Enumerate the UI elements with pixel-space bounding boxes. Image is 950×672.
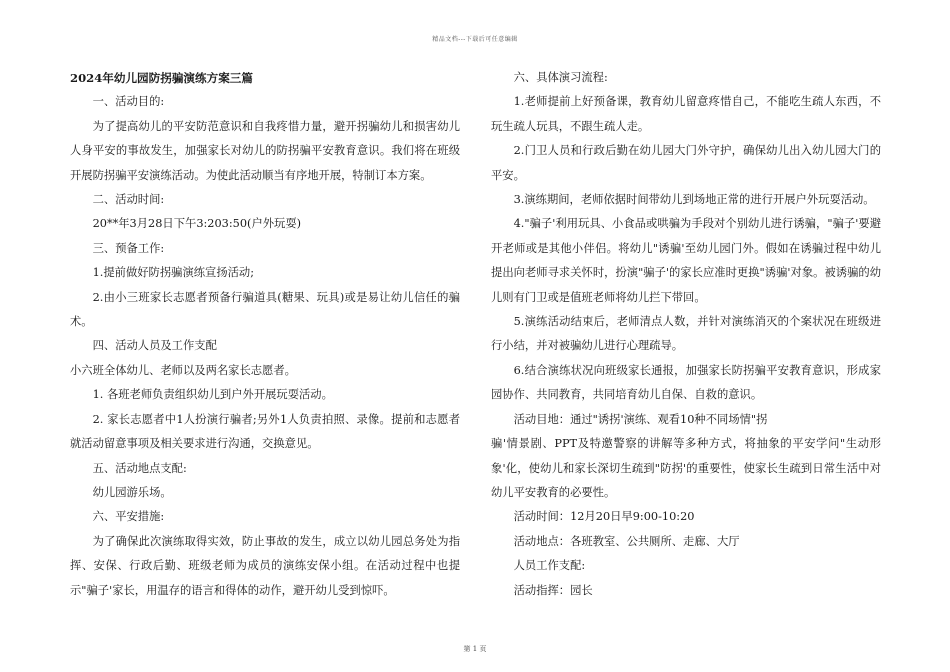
paragraph-location: 幼儿园游乐场。: [92, 485, 172, 499]
paragraph-safety: 为了确保此次演练取得实效，防止事故的发生，成立以幼儿园总务处为指挥、安保、行政后勤、班级老师为成员的演练安保小组。在活动过程中也提示"骗子'家长，用温存的语言和得体的动作，避开幼儿受到惊吓。: [70, 534, 460, 597]
paragraph-staff-1: 1. 各班老师负责组织幼儿到户外开展玩耍活动。: [92, 388, 333, 402]
paragraph-prep-1: 1.提前做好防拐骗演练宣扬活动;: [92, 266, 255, 280]
paragraph-commander: 活动指挥：园长: [513, 583, 593, 597]
paragraph-process-3: 3.演练期间，老师依据时间带幼儿到场地正常的进行开展户外玩耍活动。: [513, 193, 875, 207]
paragraph-activity-goal: 活动目地：通过"诱拐'演练、观看10种不同场情"拐: [513, 412, 768, 426]
paragraph-process-4: 4."骗子'利用玩具、小食品或哄骗为手段对个别幼儿进行诱骗，"骗子'要避开老师或是其他小伴侣。将幼儿"诱骗'至幼儿园门外。假如在诱骗过程中幼儿提出向老师寻求关怀时，扮演"骗子'的家长应准时更换"诱骗'对象。被诱骗的幼儿则有门卫或是值班老师将幼儿拦下带回。: [491, 217, 881, 304]
paragraph-process-2: 2.门卫人员和行政后勤在幼儿园大门外守护，确保幼儿出入幼儿园大门的平安。: [491, 144, 881, 182]
section-heading-goal: 一、活动目的:: [92, 95, 165, 109]
page-header: 精品文档---下载后可任意编辑: [432, 36, 518, 43]
paragraph-activity-time: 活动时间：12月20日早9:00-10:20: [513, 510, 695, 524]
paragraph-prep-2: 2.由小三班家长志愿者预备行骗道具(糖果、玩具)或是易让幼儿信任的骗术。: [70, 290, 460, 329]
section-heading-time: 二、活动时间:: [92, 193, 165, 207]
section-heading-location: 五、活动地点支配:: [92, 461, 187, 475]
section-heading-process: 六、具体演习流程:: [513, 71, 608, 84]
section-heading-prep: 三、预备工作:: [92, 241, 165, 255]
paragraph-process-5: 5.演练活动结束后，老师清点人数，并针对演练消灭的个案状况在班级进行小结，并对被骗幼儿进行心理疏导。: [491, 315, 881, 353]
paragraph-process-6: 6.结合演练状况向班级家长通报，加强家长防拐骗平安教育意识，形成家园协作、共同教育，共同培育幼儿自保、自救的意识。: [491, 363, 881, 402]
right-column: [491, 66, 881, 603]
document-title: 2024年幼儿园防拐骗演练方案三篇: [70, 71, 253, 85]
section-heading-safety: 六、平安措施:: [92, 510, 165, 524]
paragraph-process-1: 1.老师提前上好预备课，教育幼儿留意疼惜自己，不能吃生疏人东西，不玩生疏人玩具，不跟生疏人走。: [491, 95, 881, 133]
paragraph-staff: 小六班全体幼儿、老师以及两名家长志愿者。: [70, 363, 296, 377]
page-number: 第 1 页: [463, 645, 487, 653]
left-column: [70, 66, 460, 603]
paragraph-time: 20**年3月28日下午3:203:50(户外玩耍): [92, 217, 302, 231]
paragraph-activity-goal-cont: 骗'情景剧、PPT及特邀警察的讲解等多种方式，将抽象的平安学问"生动形象'化，使幼儿和家长深切生疏到"防拐'的重要性，使家长生疏到日常生活中对幼儿平安教育的必要性。: [491, 437, 881, 499]
paragraph-activity-location: 活动地点：各班教室、公共厕所、走廊、大厅: [513, 534, 740, 548]
paragraph-staff-2: 2. 家长志愿者中1人扮演行骗者;另外1人负责拍照、录像。提前和志愿者就活动留意事项及相关要求进行沟通，交换意见。: [70, 412, 460, 451]
paragraph-goal: 为了提高幼儿的平安防范意识和自我疼惜力量，避开拐骗幼儿和损害幼儿人身平安的事故发生，加强家长对幼儿的防拐骗平安教育意识。我们将在班级开展防拐骗平安演练活动。为使此活动顺当有序地开展，特制订本方案。: [70, 119, 460, 182]
paragraph-staff-arrangement: 人员工作支配:: [513, 559, 586, 573]
section-heading-staff: 四、活动人员及工作支配: [92, 339, 217, 353]
